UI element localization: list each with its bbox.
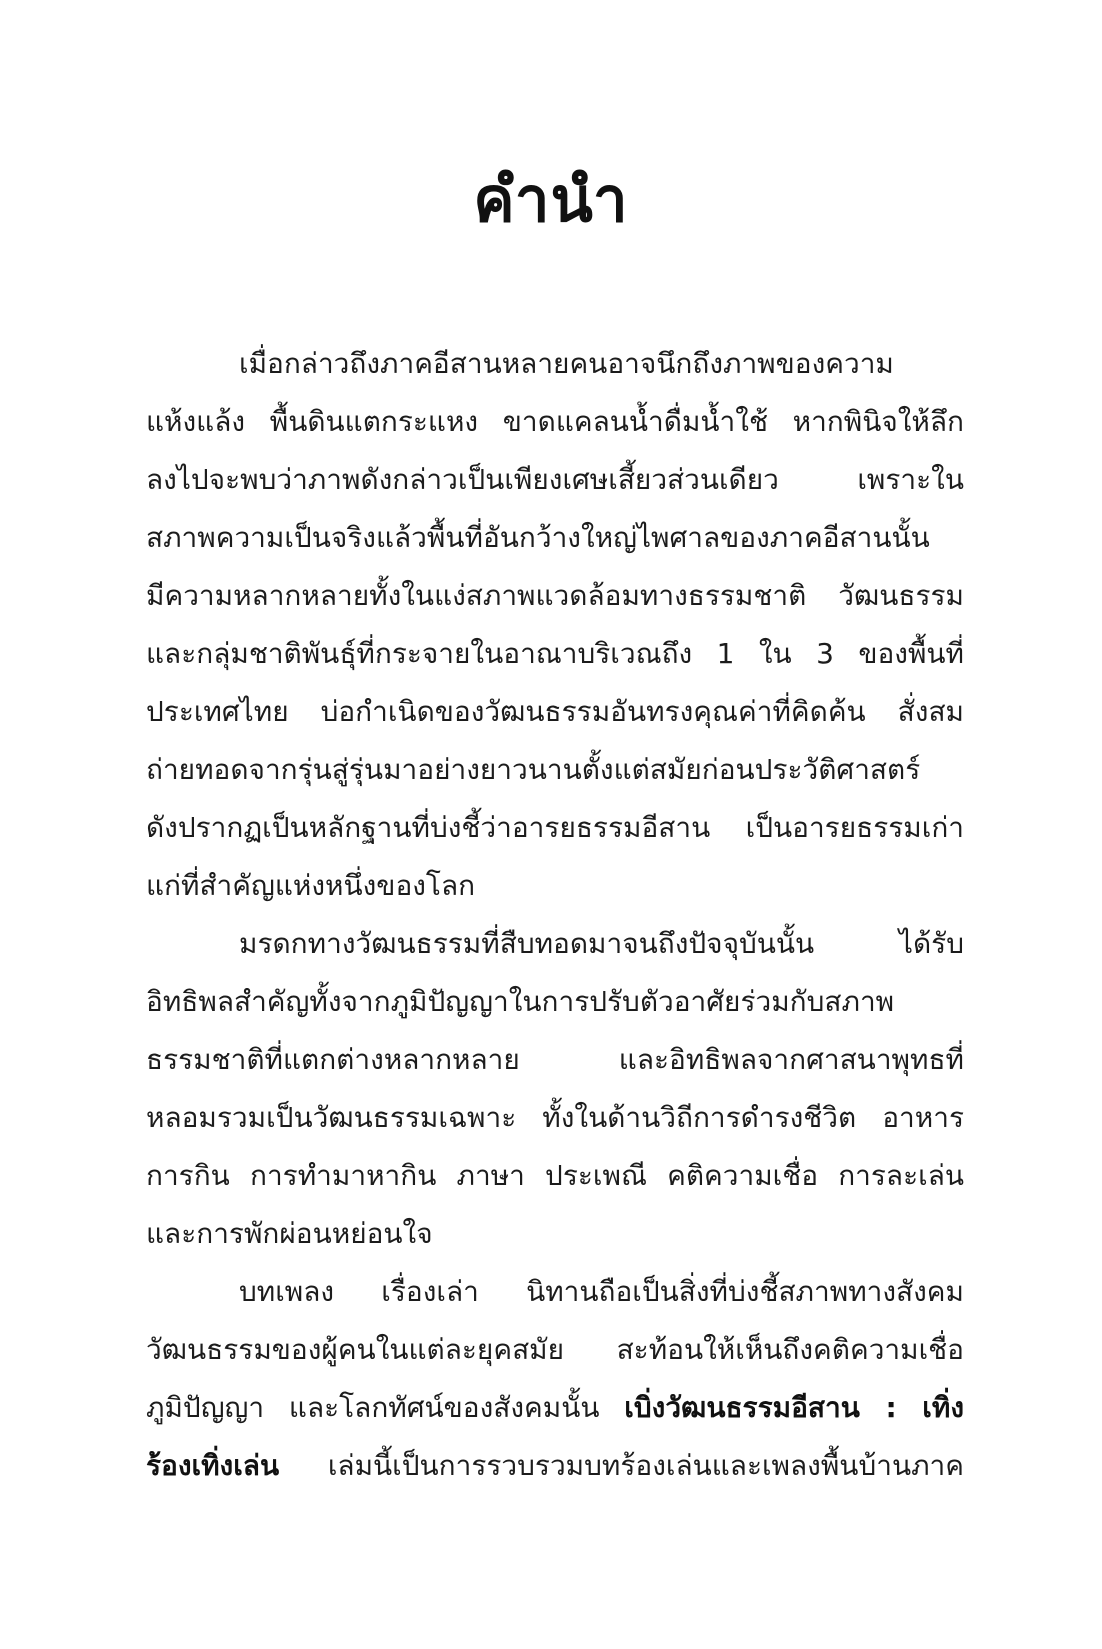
paragraph-1-line: ดังปรากฏเป็นหลักฐานที่บ่งชี้ว่าอารยธรรมอีสาน เป็นอารยธรรมเก่า — [146, 811, 964, 844]
paragraph-2-line: การกิน การทำมาหากิน ภาษา ประเพณี คติความเชื่อ การละเล่น — [146, 1159, 964, 1192]
paragraph-1-line: ถ่ายทอดจากรุ่นสู่รุ่นมาอย่างยาวนานตั้งแต่สมัยก่อนประวัติศาสตร์ — [146, 753, 921, 786]
paragraph-1-line: มีความหลากหลายทั้งในแง่สภาพแวดล้อมทางธรรมชาติ วัฒนธรรม — [146, 579, 964, 612]
paragraph-3-line-with-book-title — [146, 1379, 964, 1437]
paragraph-1-line: แก่ที่สำคัญแห่งหนึ่งของโลก — [146, 869, 476, 902]
paragraph-3-line: วัฒนธรรมของผู้คนในแต่ละยุคสมัย สะท้อนให้เห็นถึงคติความเชื่อ — [146, 1333, 964, 1366]
paragraph-1-line: เมื่อกล่าวถึงภาคอีสานหลายคนอาจนึกถึงภาพของความ — [239, 347, 894, 380]
paragraph-2-line: อิทธิพลสำคัญทั้งจากภูมิปัญญาในการปรับตัวอาศัยร่วมกับสภาพ — [146, 985, 895, 1018]
paragraph-3-text: ภูมิปัญญา และโลกทัศน์ของสังคมนั้น — [146, 1391, 625, 1424]
book-title-part-1: เบิ่งวัฒนธรรมอีสาน : เทิ่ง — [624, 1391, 964, 1424]
paragraph-1-line: แห้งแล้ง พื้นดินแตกระแหง ขาดแคลนน้ำดื่มน้ำใช้ หากพินิจให้ลึก — [146, 405, 964, 438]
paragraph-2-line: ธรรมชาติที่แตกต่างหลากหลาย และอิทธิพลจากศาสนาพุทธที่ — [146, 1043, 964, 1076]
paragraph-2-line: มรดกทางวัฒนธรรมที่สืบทอดมาจนถึงปัจจุบันนั้น ได้รับ — [239, 927, 964, 960]
paragraph-2-line: หลอมรวมเป็นวัฒนธรรมเฉพาะ ทั้งในด้านวิถีการดำรงชีวิต อาหาร — [146, 1101, 964, 1134]
paragraph-1-line: ประเทศไทย บ่อกำเนิดของวัฒนธรรมอันทรงคุณค่าที่คิดค้น สั่งสม — [146, 695, 964, 728]
paragraph-3-line: บทเพลง เรื่องเล่า นิทานถือเป็นสิ่งที่บ่งชี้สภาพทางสังคม — [239, 1275, 964, 1308]
book-title-part-2: ร้องเทิ่งเล่น — [146, 1449, 280, 1482]
body-text — [146, 335, 964, 1495]
page-title: คำนำ — [473, 163, 629, 236]
paragraph-1-line: สภาพความเป็นจริงแล้วพื้นที่อันกว้างใหญ่ไพศาลของภาคอีสานนั้น — [146, 521, 930, 554]
paragraph-1-line: ลงไปจะพบว่าภาพดังกล่าวเป็นเพียงเศษเสี้ยวส่วนเดียว เพราะใน — [146, 463, 964, 496]
paragraph-3-text: เล่มนี้เป็นการรวบรวมบทร้องเล่นและเพลงพื้นบ้านภาค — [279, 1449, 964, 1482]
paragraph-1-line: และกลุ่มชาติพันธุ์ที่กระจายในอาณาบริเวณถึง 1 ใน 3 ของพื้นที่ — [146, 637, 964, 670]
paragraph-2-line: และการพักผ่อนหย่อนใจ — [146, 1217, 433, 1250]
paragraph-3-line-with-book-title — [146, 1437, 964, 1495]
